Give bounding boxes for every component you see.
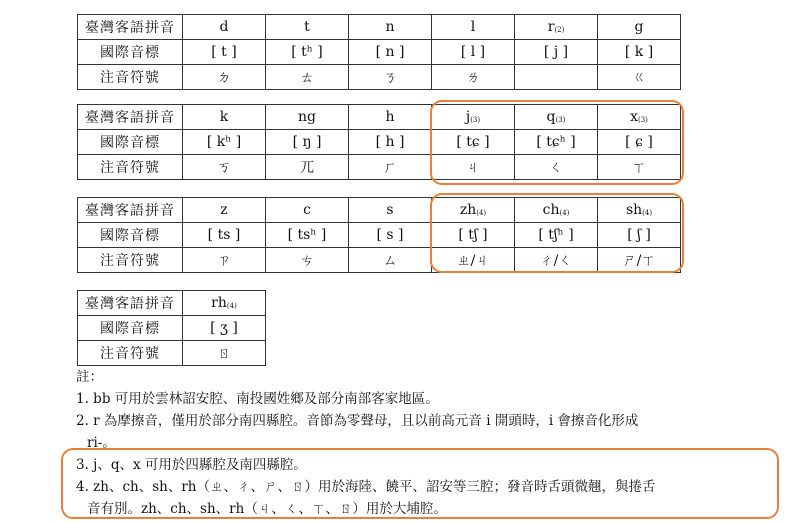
- pinyin-cell: [515, 15, 598, 40]
- ipa-cell: [ ŋ ]: [266, 130, 349, 155]
- pinyin-letter: t: [304, 19, 310, 35]
- note-2-continued: ri-。: [87, 435, 116, 451]
- zhuyin-cell: ㄑ: [515, 155, 598, 180]
- row-header: 臺灣客語拼音: [78, 105, 183, 130]
- row-header: 注音符號: [78, 155, 183, 180]
- zhuyin-cell: ㄘ: [266, 248, 349, 273]
- pinyin-letter: z: [220, 202, 228, 218]
- ipa-row: [78, 316, 266, 341]
- pinyin-letter: r: [547, 19, 555, 35]
- pinyin-letter: rh: [211, 295, 227, 311]
- footnote-ref: (4): [559, 209, 570, 217]
- ipa-cell: [ k ]: [598, 40, 681, 65]
- pinyin-letter: d: [219, 19, 229, 35]
- ipa-cell: [ tʃ ]: [432, 223, 515, 248]
- footnote-ref: (3): [637, 116, 648, 124]
- row-header: 注音符號: [78, 248, 183, 273]
- note-4: 4. zh、ch、sh、rh（ㄓ、ㄔ、ㄕ、ㄖ）用於海陸、饒平、詔安等三腔；發音時舌頭微翹，與捲舌: [76, 479, 656, 495]
- highlight-box-zh-ch-sh: [430, 193, 684, 273]
- pinyin-cell: [266, 15, 349, 40]
- ipa-cell: [ tʃʰ ]: [515, 223, 598, 248]
- pinyin-letter: ng: [298, 109, 316, 125]
- ipa-cell: [ n ]: [349, 40, 432, 65]
- pinyin-letter: k: [219, 109, 229, 125]
- ipa-cell: [ tɕʰ ]: [515, 130, 598, 155]
- note-2: 2. r 為摩擦音，僅用於部分南四縣腔。音節為零聲母，且以前高元音 i 開頭時，i 會擦音化形成: [76, 413, 639, 429]
- ipa-cell: [ ʒ ]: [183, 316, 266, 341]
- zhuyin-cell: ㄒ: [598, 155, 681, 180]
- pinyin-cell: [432, 15, 515, 40]
- zhuyin-cell: [515, 65, 598, 90]
- zhuyin-cell: ㄓ/ㄐ: [432, 248, 515, 273]
- ipa-cell: [ j ]: [515, 40, 598, 65]
- footnote-ref: (4): [642, 209, 653, 217]
- footnote-ref: (4): [476, 209, 487, 217]
- pinyin-letter: j: [465, 109, 471, 125]
- pinyin-letter: sh: [625, 202, 643, 218]
- footnote-ref: (2): [554, 26, 565, 34]
- row-header: 注音符號: [78, 65, 183, 90]
- pinyin-cell: [266, 198, 349, 223]
- zhuyin-cell: ㄉ: [183, 65, 266, 90]
- ipa-cell: [ tɕ ]: [432, 130, 515, 155]
- row-header: 國際音標: [78, 316, 183, 341]
- pinyin-letter: h: [385, 109, 395, 125]
- row-header: 國際音標: [78, 130, 183, 155]
- consonant-table-1: [77, 14, 681, 90]
- ipa-cell: [ s ]: [349, 223, 432, 248]
- row-header: 臺灣客語拼音: [78, 15, 183, 40]
- row-header: 臺灣客語拼音: [78, 291, 183, 316]
- note-4-continued: 音有別。zh、ch、sh、rh（ㄐ、ㄑ、ㄒ、ㄖ）用於大埔腔。: [87, 501, 447, 517]
- pinyin-cell: [349, 15, 432, 40]
- pinyin-cell: [183, 15, 266, 40]
- ipa-cell: [ tʰ ]: [266, 40, 349, 65]
- pinyin-letter: x: [630, 109, 638, 125]
- pinyin-letter: s: [386, 202, 394, 218]
- pinyin-letter: ch: [542, 202, 560, 218]
- pinyin-letter: g: [634, 19, 644, 35]
- notes: [76, 366, 786, 520]
- pinyin-cell: [266, 105, 349, 130]
- row-header: 國際音標: [78, 223, 183, 248]
- zhuyin-row: [78, 65, 681, 90]
- pinyin-cell: [183, 291, 266, 316]
- note-1: 1. bb 可用於雲林詔安腔、南投國姓鄉及部分南部客家地區。: [76, 391, 439, 407]
- pinyin-letter: zh: [459, 202, 477, 218]
- ipa-cell: [ ʃ ]: [598, 223, 681, 248]
- highlight-box-jqx: [430, 100, 684, 185]
- pinyin-row: [78, 15, 681, 40]
- zhuyin-cell: ㄌ: [432, 65, 515, 90]
- zhuyin-cell: ㄖ: [183, 341, 266, 366]
- row-header: 注音符號: [78, 341, 183, 366]
- ipa-cell: [ ɕ ]: [598, 130, 681, 155]
- zhuyin-cell: ㄗ: [183, 248, 266, 273]
- zhuyin-cell: ㄋ: [349, 65, 432, 90]
- zhuyin-cell: ㄫ: [266, 155, 349, 180]
- consonant-table-4: [77, 290, 266, 366]
- pinyin-letter: l: [470, 19, 476, 35]
- pinyin-letter: c: [303, 202, 311, 218]
- pinyin-cell: [349, 198, 432, 223]
- footnote-ref: (3): [470, 116, 481, 124]
- zhuyin-cell: ㄍ: [598, 65, 681, 90]
- row-header: 臺灣客語拼音: [78, 198, 183, 223]
- zhuyin-cell: ㄔ/ㄑ: [515, 248, 598, 273]
- zhuyin-cell: ㄙ: [349, 248, 432, 273]
- ipa-cell: [ l ]: [432, 40, 515, 65]
- zhuyin-cell: ㄕ/ㄒ: [598, 248, 681, 273]
- pinyin-letter: q: [546, 109, 556, 125]
- pinyin-letter: n: [385, 19, 395, 35]
- zhuyin-cell: ㄐ: [432, 155, 515, 180]
- ipa-cell: [ ts ]: [183, 223, 266, 248]
- footnote-ref: (4): [226, 302, 237, 310]
- notes-heading: 註：: [76, 369, 103, 385]
- zhuyin-cell: ㄊ: [266, 65, 349, 90]
- footnote-ref: (3): [555, 116, 566, 124]
- pinyin-cell: [598, 15, 681, 40]
- ipa-cell: [ t ]: [183, 40, 266, 65]
- ipa-cell: [ kʰ ]: [183, 130, 266, 155]
- ipa-row: [78, 40, 681, 65]
- ipa-cell: [ tsʰ ]: [266, 223, 349, 248]
- pinyin-cell: [349, 105, 432, 130]
- pinyin-row: [78, 291, 266, 316]
- zhuyin-cell: ㄏ: [349, 155, 432, 180]
- note-3: 3. j、q、x 可用於四縣腔及南四縣腔。: [76, 457, 307, 473]
- pinyin-cell: [183, 198, 266, 223]
- zhuyin-row: [78, 341, 266, 366]
- row-header: 國際音標: [78, 40, 183, 65]
- pinyin-cell: [183, 105, 266, 130]
- ipa-cell: [ h ]: [349, 130, 432, 155]
- zhuyin-cell: ㄎ: [183, 155, 266, 180]
